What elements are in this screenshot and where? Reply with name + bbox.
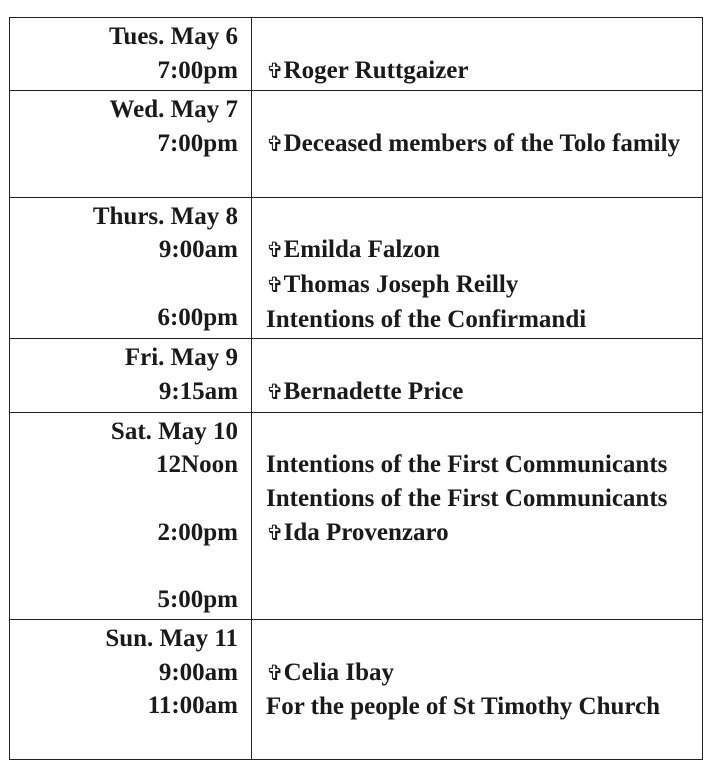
intention-text: Intentions of the First Communicants [266, 451, 668, 479]
cross-icon: ✞ [266, 380, 284, 405]
intention-line [266, 482, 696, 516]
cross-icon: ✞ [266, 520, 284, 545]
cross-icon: ✞ [266, 58, 284, 83]
intentions-cell [252, 197, 703, 339]
day-label: Thurs. May 8 [92, 202, 238, 230]
day-label: Tues. May 6 [109, 23, 238, 50]
intention-line [266, 516, 696, 551]
intention-text: Intentions of the Confirmandi [266, 305, 587, 333]
intentions-cell [252, 339, 703, 412]
time-label: 11:00am [147, 692, 238, 720]
intention-line [266, 448, 696, 482]
intention-text: For the people of St Timothy Church [266, 693, 661, 721]
intentions-cell [252, 91, 703, 197]
time-label: 2:00pm [157, 518, 238, 546]
day-cell [10, 339, 252, 412]
time-label: 7:00pm [157, 130, 238, 158]
intentions-cell [252, 18, 703, 91]
cross-icon: ✞ [266, 238, 284, 263]
intention-text: Emilda Falzon [283, 236, 440, 264]
intention-line [266, 54, 696, 89]
cross-icon: ✞ [266, 132, 284, 157]
intention-text: Bernadette Price [283, 378, 464, 406]
day-label: Fri. May 9 [124, 344, 238, 372]
intention-text: Thomas Joseph Reilly [283, 270, 519, 298]
day-cell [10, 18, 252, 91]
cross-icon: ✞ [266, 660, 284, 685]
time-label: 7:00pm [157, 56, 238, 84]
intentions-cell [252, 412, 703, 619]
intention-text: Celia Ibay [283, 658, 395, 686]
intention-text: Deceased members of the Tolo family [283, 130, 681, 158]
intention-line [266, 375, 696, 410]
intention-line [266, 233, 696, 268]
time-label: 9:00am [158, 658, 238, 686]
day-cell [10, 91, 252, 197]
day-cell [10, 619, 252, 759]
intention-line [266, 303, 696, 337]
day-label: Sun. May 11 [105, 624, 238, 652]
intentions-cell [252, 619, 703, 759]
intention-text: Intentions of the First Communicants [266, 485, 668, 513]
time-label: 6:00pm [157, 303, 238, 331]
intention-line [266, 268, 696, 303]
time-label: 12Noon [156, 451, 238, 479]
day-cell [10, 412, 252, 619]
day-label: Wed. May 7 [109, 96, 238, 124]
day-cell [10, 197, 252, 339]
intention-text: Ida Provenzaro [283, 518, 449, 546]
day-label: Sat. May 10 [110, 417, 238, 445]
cross-icon: ✞ [266, 272, 284, 297]
time-label: 5:00pm [157, 586, 238, 614]
time-label: 9:00am [158, 236, 238, 264]
mass-intentions-table [9, 17, 703, 760]
time-label: 9:15am [158, 378, 238, 406]
intention-line [266, 656, 696, 691]
intention-line [266, 690, 696, 724]
intention-text: Roger Ruttgaizer [283, 56, 469, 84]
intention-line [266, 127, 696, 162]
